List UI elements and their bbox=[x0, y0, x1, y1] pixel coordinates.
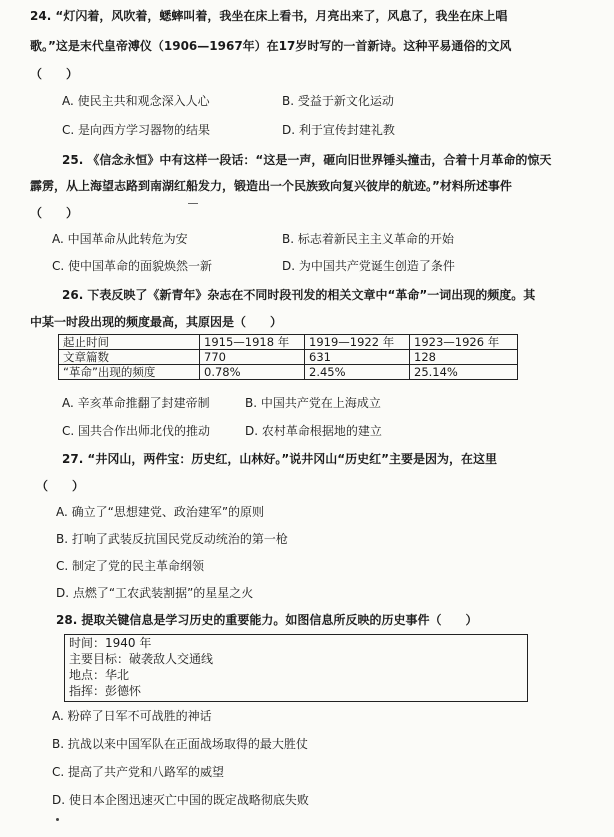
table-cell: 25.14% bbox=[410, 365, 518, 380]
q25-option-a[interactable]: A. 中国革命从此转危为安 bbox=[52, 232, 188, 246]
q27-stem-line1: 27. “井冈山，两件宝：历史红，山林好。”说井冈山“历史红”主要是因为，在这里 bbox=[62, 452, 497, 466]
q27-option-c[interactable]: C. 制定了党的民主革命纲领 bbox=[56, 559, 205, 573]
q24-option-c[interactable]: C. 是向西方学习器物的结果 bbox=[62, 123, 211, 137]
q26-stem-line2: 中某一时段出现的频度最高，其原因是（ ） bbox=[30, 315, 283, 329]
q26-option-d[interactable]: D. 农村革命根据地的建立 bbox=[245, 424, 382, 438]
stray-mark bbox=[188, 203, 198, 204]
q27-answer-blank: （ ） bbox=[36, 479, 85, 493]
q25-option-c[interactable]: C. 使中国革命的面貌焕然一新 bbox=[52, 259, 213, 273]
table-cell: 文章篇数 bbox=[59, 350, 200, 365]
q26-option-a[interactable]: A. 辛亥革命推翻了封建帝制 bbox=[62, 396, 210, 410]
event-info-box bbox=[64, 634, 528, 702]
q24-option-b[interactable]: B. 受益于新文化运动 bbox=[282, 94, 394, 108]
info-time: 时间：1940 年 bbox=[69, 636, 152, 650]
table-cell: 2.45% bbox=[305, 365, 410, 380]
table-cell: 起止时间 bbox=[59, 335, 200, 350]
table-cell: 1919—1922 年 bbox=[305, 335, 410, 350]
q25-stem-line2: 霹雳，从上海望志路到南湖红船发力，锻造出一个民族致向复兴彼岸的航迹。”材料所述事件 bbox=[30, 179, 512, 193]
q24-option-d[interactable]: D. 利于宣传封建礼教 bbox=[282, 123, 395, 137]
q27-option-a[interactable]: A. 确立了“思想建党、政治建军”的原则 bbox=[56, 505, 265, 519]
table-row bbox=[59, 365, 518, 380]
q25-answer-blank: （ ） bbox=[30, 206, 79, 220]
table-cell: 770 bbox=[200, 350, 305, 365]
q26-stem-line1: 26. 下表反映了《新青年》杂志在不同时段刊发的相关文章中“革命”一词出现的频度。其 bbox=[62, 288, 536, 302]
q24-stem-line1: 24. “灯闪着，风吹着，蟋蟀叫着，我坐在床上看书，月亮出来了，风息了，我坐在床上唱 bbox=[30, 9, 508, 23]
stray-dot bbox=[56, 818, 59, 821]
table-cell: 0.78% bbox=[200, 365, 305, 380]
frequency-table bbox=[58, 334, 518, 380]
table-row bbox=[59, 350, 518, 365]
q28-option-b[interactable]: B. 抗战以来中国军队在正面战场取得的最大胜仗 bbox=[52, 737, 308, 751]
q27-option-d[interactable]: D. 点燃了“工农武装割据”的星星之火 bbox=[56, 586, 254, 600]
q25-option-d[interactable]: D. 为中国共产党诞生创造了条件 bbox=[282, 259, 455, 273]
q28-stem-line1: 28. 提取关键信息是学习历史的重要能力。如图信息所反映的历史事件（ ） bbox=[56, 613, 478, 627]
q24-stem-line2: 歌。”这是末代皇帝溥仪（1906—1967年）在17岁时写的一首新诗。这种平易通俗的文风 bbox=[30, 39, 512, 53]
table-cell: 1923—1926 年 bbox=[410, 335, 518, 350]
q25-option-b[interactable]: B. 标志着新民主主义革命的开始 bbox=[282, 232, 454, 246]
table-cell: 1915—1918 年 bbox=[200, 335, 305, 350]
info-goal: 主要目标：破袭敌人交通线 bbox=[69, 652, 214, 666]
info-commander: 指挥：彭德怀 bbox=[69, 684, 142, 698]
q26-option-b[interactable]: B. 中国共产党在上海成立 bbox=[245, 396, 381, 410]
q28-option-a[interactable]: A. 粉碎了日军不可战胜的神话 bbox=[52, 709, 212, 723]
q24-answer-blank: （ ） bbox=[30, 67, 79, 81]
q25-stem-line1: 25. 《信念永恒》中有这样一段话：“这是一声，砸向旧世界锤头撞击，合着十月革命的惊天 bbox=[62, 153, 552, 167]
table-cell: 128 bbox=[410, 350, 518, 365]
table-cell: 631 bbox=[305, 350, 410, 365]
q26-option-c[interactable]: C. 国共合作出师北伐的推动 bbox=[62, 424, 211, 438]
table-cell: “革命”出现的频度 bbox=[59, 365, 200, 380]
table-row bbox=[59, 335, 518, 350]
q28-option-d[interactable]: D. 使日本企图迅速灭亡中国的既定战略彻底失败 bbox=[52, 793, 309, 807]
q24-option-a[interactable]: A. 使民主共和观念深入人心 bbox=[62, 94, 210, 108]
info-location: 地点：华北 bbox=[69, 668, 130, 682]
q27-option-b[interactable]: B. 打响了武装反抗国民党反动统治的第一枪 bbox=[56, 532, 288, 546]
q28-option-c[interactable]: C. 提高了共产党和八路军的威望 bbox=[52, 765, 225, 779]
